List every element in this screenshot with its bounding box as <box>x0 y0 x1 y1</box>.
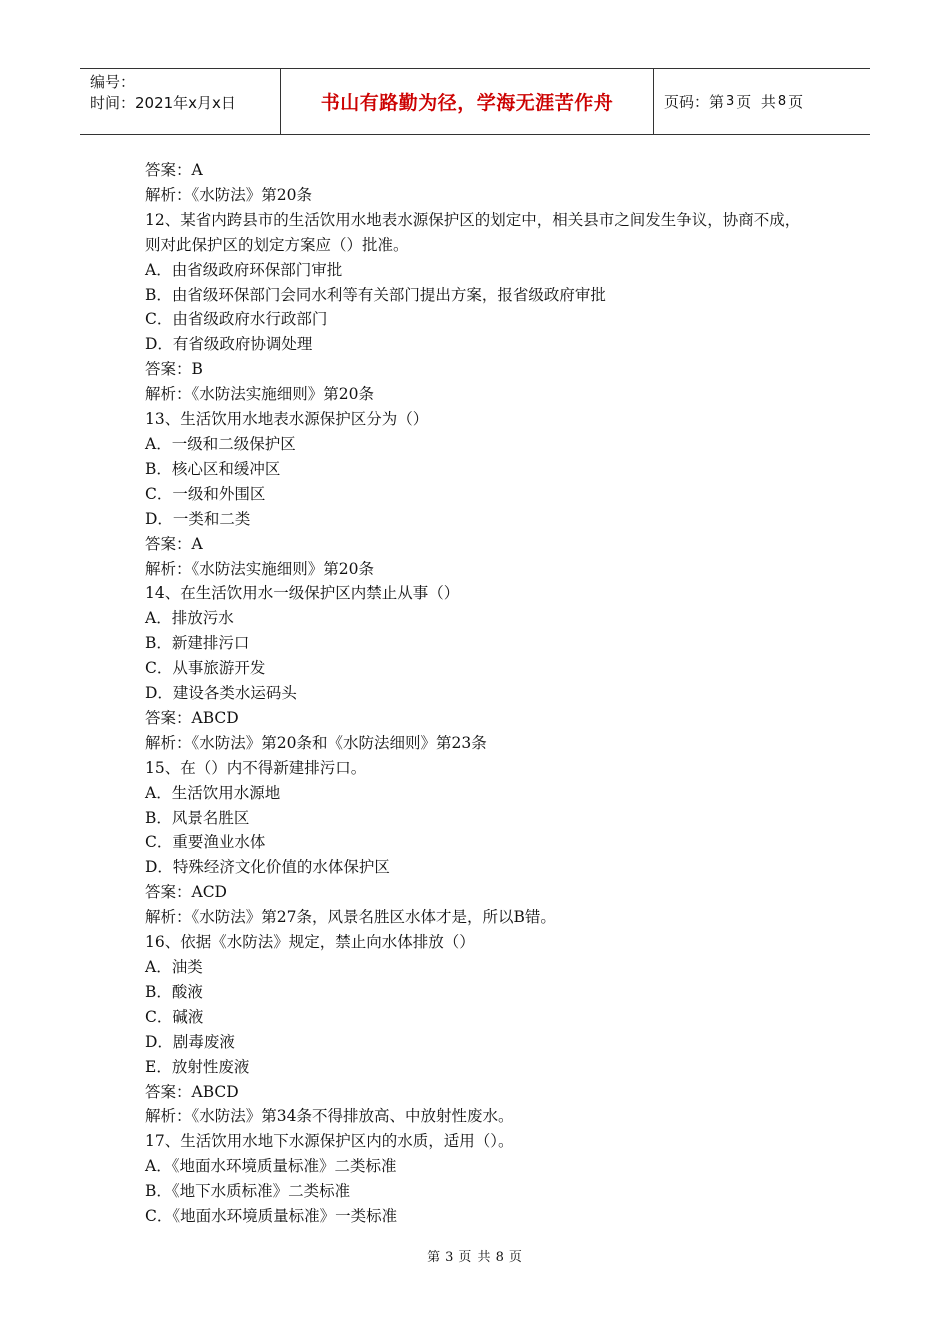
text-line: 解析：《水防法》第20条 <box>145 185 312 204</box>
text-line: C．从事旅游开发 <box>145 659 266 678</box>
page-mid: 页 共 <box>736 93 776 111</box>
text-line: 解析：《水防法》第27条，风景名胜区水体才是，所以B错。 <box>145 908 556 927</box>
header-motto: 书山有路勤为径，学海无涯苦作舟 <box>281 69 654 134</box>
text-line: 答案：ACD <box>145 883 227 902</box>
text-line: D．建设各类水运码头 <box>145 684 297 703</box>
text-line: A．由省级政府环保部门审批 <box>145 260 343 279</box>
text-line: 答案：A <box>145 161 203 179</box>
text-line: C．碱液 <box>145 1007 204 1026</box>
footer-total: 8 <box>495 1250 505 1265</box>
question-text: 14、在生活饮用水一级保护区内禁止从事（） <box>145 584 460 603</box>
question-text: 15、在（）内不得新建排污口。 <box>145 758 367 777</box>
text-line: E．放射性废液 <box>145 1057 250 1076</box>
text-line: A．油类 <box>145 958 203 976</box>
text-line: 解析：《水防法实施细则》第20条 <box>145 385 374 404</box>
text-line: A．排放污水 <box>145 609 234 628</box>
text-line: A．《地面水环境质量标准》二类标准 <box>145 1157 397 1176</box>
footer-prefix: 第 <box>427 1250 442 1265</box>
page-footer <box>0 1246 950 1265</box>
question-text: 12、某省内跨县市的生活饮用水地表水源保护区的划定中，相关县市之间发生争议，协商不成，则对此保护区的划定方案应（）批准。 <box>145 210 801 254</box>
text-line: 解析：《水防法》第34条不得排放高、中放射性废水。 <box>145 1107 514 1126</box>
text-line: C．由省级政府水行政部门 <box>145 310 328 329</box>
text-line: 答案：B <box>145 360 203 379</box>
text-line: B．新建排污口 <box>145 634 250 653</box>
text-line: 解析：《水防法实施细则》第20条 <box>145 559 374 578</box>
text-line: B．酸液 <box>145 982 203 1001</box>
question-text: 13、生活饮用水地表水源保护区分为（） <box>145 410 429 429</box>
text-line: B．核心区和缓冲区 <box>145 459 281 478</box>
text-line: A．一级和二级保护区 <box>145 434 296 453</box>
page-total: 8 <box>777 94 787 109</box>
text-line: C．《地面水环境质量标准》一类标准 <box>145 1207 398 1226</box>
text-line: C．重要渔业水体 <box>145 833 266 852</box>
text-line: 答案：A <box>145 534 203 553</box>
text-line: B．风景名胜区 <box>145 808 250 827</box>
text-line: 答案：ABCD <box>145 708 239 727</box>
footer-current: 3 <box>445 1250 455 1265</box>
text-line: 解析：《水防法》第20条和《水防法细则》第23条 <box>145 733 487 752</box>
code-label: 编号： <box>90 73 136 91</box>
text-line: D．有省级政府协调处理 <box>145 335 313 354</box>
text-line: D．特殊经济文化价值的水体保护区 <box>145 858 390 877</box>
text-line: D．剧毒废液 <box>145 1032 235 1051</box>
page-suffix: 页 <box>788 93 804 111</box>
text-line: B．《地下水质标准》二类标准 <box>145 1182 351 1201</box>
header-meta <box>80 69 281 134</box>
text-line: A．生活饮用水源地 <box>145 783 281 802</box>
footer-mid: 页 共 <box>458 1250 492 1265</box>
page-prefix: 页码：第 <box>664 93 725 111</box>
footer-suffix: 页 <box>508 1250 523 1265</box>
text-line: C．一级和外围区 <box>145 484 266 503</box>
text-line: D．一类和二类 <box>145 509 251 528</box>
text-line: B．由省级环保部门会同水利等有关部门提出方案，报省级政府审批 <box>145 285 606 304</box>
question-text: 17、生活饮用水地下水源保护区内的水质，适用（）。 <box>145 1132 514 1151</box>
page-header <box>80 68 870 135</box>
document-body <box>145 158 815 1229</box>
question-text: 16、依据《水防法》规定，禁止向水体排放（） <box>145 933 475 952</box>
page-current: 3 <box>726 94 735 109</box>
header-page-info <box>654 69 870 134</box>
date-label: 时间：2021年x月x日 <box>90 94 236 112</box>
text-line: 答案：ABCD <box>145 1082 239 1101</box>
